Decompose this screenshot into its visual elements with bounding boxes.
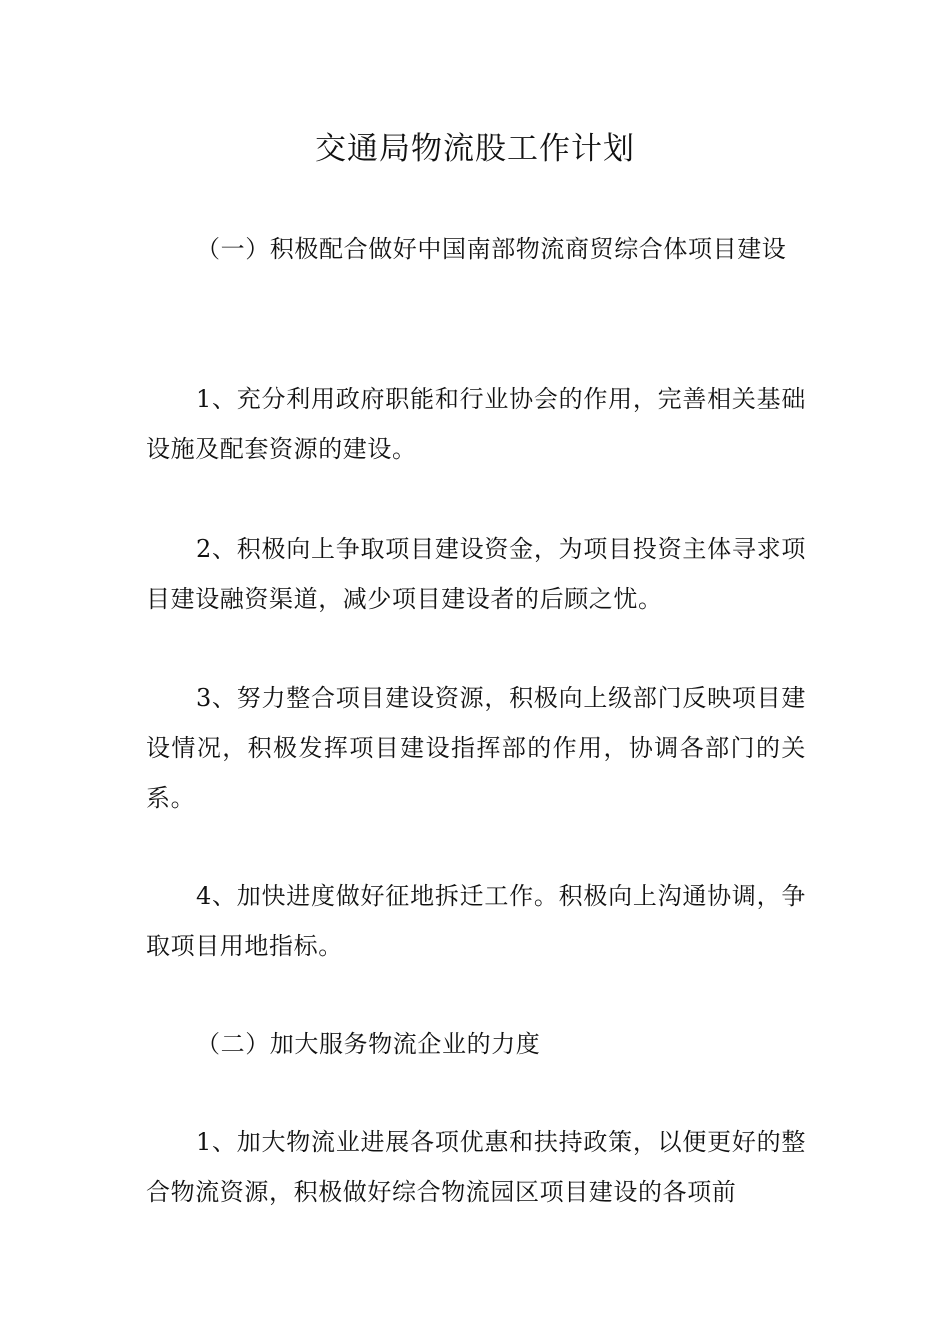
- paragraph-item-3: 3、努力整合项目建设资源，积极向上级部门反映项目建设情况，积极发挥项目建设指挥部的作用，协调各部门的关系。: [146, 684, 806, 812]
- paragraph-item-2: 2、积极向上争取项目建设资金，为项目投资主体寻求项目建设融资渠道，减少项目建设者的后顾之忧。: [146, 535, 806, 613]
- paragraph-item-5: 1、加大物流业进展各项优惠和扶持政策，以便更好的整合物流资源，积极做好综合物流园区项目建设的各项前: [146, 1128, 806, 1206]
- section-heading-1: （一）积极配合做好中国南部物流商贸综合体项目建设: [196, 235, 787, 263]
- document-title: 交通局物流股工作计划: [315, 131, 635, 167]
- paragraph-item-4: 4、加快进度做好征地拆迁工作。积极向上沟通协调，争取项目用地指标。: [146, 882, 806, 960]
- paragraph-item-1: 1、充分利用政府职能和行业协会的作用，完善相关基础设施及配套资源的建设。: [146, 385, 806, 463]
- section-heading-2: （二）加大服务物流企业的力度: [196, 1030, 541, 1058]
